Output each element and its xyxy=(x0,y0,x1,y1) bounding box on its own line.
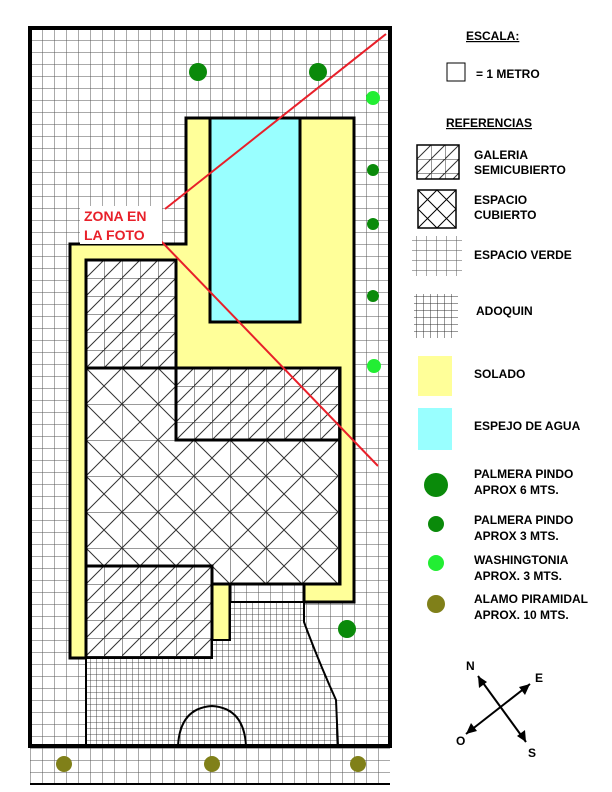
palmera-pindo-6m-swatch xyxy=(424,473,448,497)
washingtonia-swatch xyxy=(428,555,444,571)
compass-ns-arrow xyxy=(478,676,526,742)
espacio-cubierto-label-1: ESPACIO xyxy=(474,193,528,207)
alamo-label-2: APROX. 10 MTS. xyxy=(474,608,569,622)
compass-o-label: O xyxy=(456,734,466,748)
espacio-cubierto-label-2: CUBIERTO xyxy=(474,208,537,222)
palmera-pindo-3m-tree xyxy=(367,218,379,230)
galeria-area-bottom-left xyxy=(86,566,212,658)
alamo-piramidal-tree xyxy=(56,756,72,772)
compass-n-label: N xyxy=(466,659,475,673)
palmera-pindo-6m-tree xyxy=(309,63,327,81)
alamo-piramidal-swatch xyxy=(427,595,445,613)
espacio-verde-swatch xyxy=(412,236,462,276)
alamo-label-1: ALAMO PIRAMIDAL xyxy=(474,592,588,606)
legend xyxy=(412,29,588,622)
palmera-pindo-3m-tree xyxy=(367,164,379,176)
galeria-area-top-left xyxy=(86,260,176,368)
compass-s-label: S xyxy=(528,746,537,760)
solado-label: SOLADO xyxy=(474,367,526,381)
palmera-6-label-2: APROX 6 MTS. xyxy=(474,483,559,497)
scale-box xyxy=(447,63,465,81)
solado-swatch xyxy=(418,356,452,396)
galeria-swatch xyxy=(417,145,459,179)
espacio-verde-label: ESPACIO VERDE xyxy=(474,248,572,262)
adoquin-label: ADOQUIN xyxy=(476,304,533,318)
scale-text: = 1 METRO xyxy=(476,67,540,81)
arrow-head-e xyxy=(519,684,530,695)
washingtonia-label-2: APROX. 3 MTS. xyxy=(474,569,563,583)
palmera-3-label-2: APROX 3 MTS. xyxy=(474,529,559,543)
galeria-area-middle xyxy=(176,368,340,440)
scale-title: ESCALA: xyxy=(466,29,520,43)
washingtonia-tree xyxy=(366,91,380,105)
palmera-3-label-1: PALMERA PINDO xyxy=(474,513,574,527)
washingtonia-label-1: WASHINGTONIA xyxy=(474,553,569,567)
palmera-pindo-3m-tree xyxy=(367,290,379,302)
alamo-piramidal-tree xyxy=(204,756,220,772)
references-title: REFERENCIAS xyxy=(446,116,533,130)
adoquin-swatch xyxy=(414,294,458,338)
alamo-piramidal-tree xyxy=(350,756,366,772)
espejo-de-agua-label: ESPEJO DE AGUA xyxy=(474,419,581,433)
zone-label-line2: LA FOTO xyxy=(84,227,145,243)
plan xyxy=(30,28,390,784)
espacio-cubierto-swatch xyxy=(418,190,456,228)
compass xyxy=(456,659,543,760)
palmera-pindo-3m-swatch xyxy=(428,516,444,532)
washingtonia-tree xyxy=(367,359,381,373)
palmera-6-label-1: PALMERA PINDO xyxy=(474,467,574,481)
zone-label-line1: ZONA EN xyxy=(84,208,147,224)
espejo-de-agua-swatch xyxy=(418,408,452,450)
palmera-pindo-6m-tree xyxy=(189,63,207,81)
galeria-label-2: SEMICUBIERTO xyxy=(474,163,566,177)
palmera-pindo-6m-tree xyxy=(338,620,356,638)
compass-e-label: E xyxy=(535,671,544,685)
espejo-de-agua-pool xyxy=(210,118,300,322)
compass-eo-arrow xyxy=(466,684,530,734)
galeria-label-1: GALERIA xyxy=(474,148,528,162)
arrow-head-o xyxy=(466,723,477,734)
